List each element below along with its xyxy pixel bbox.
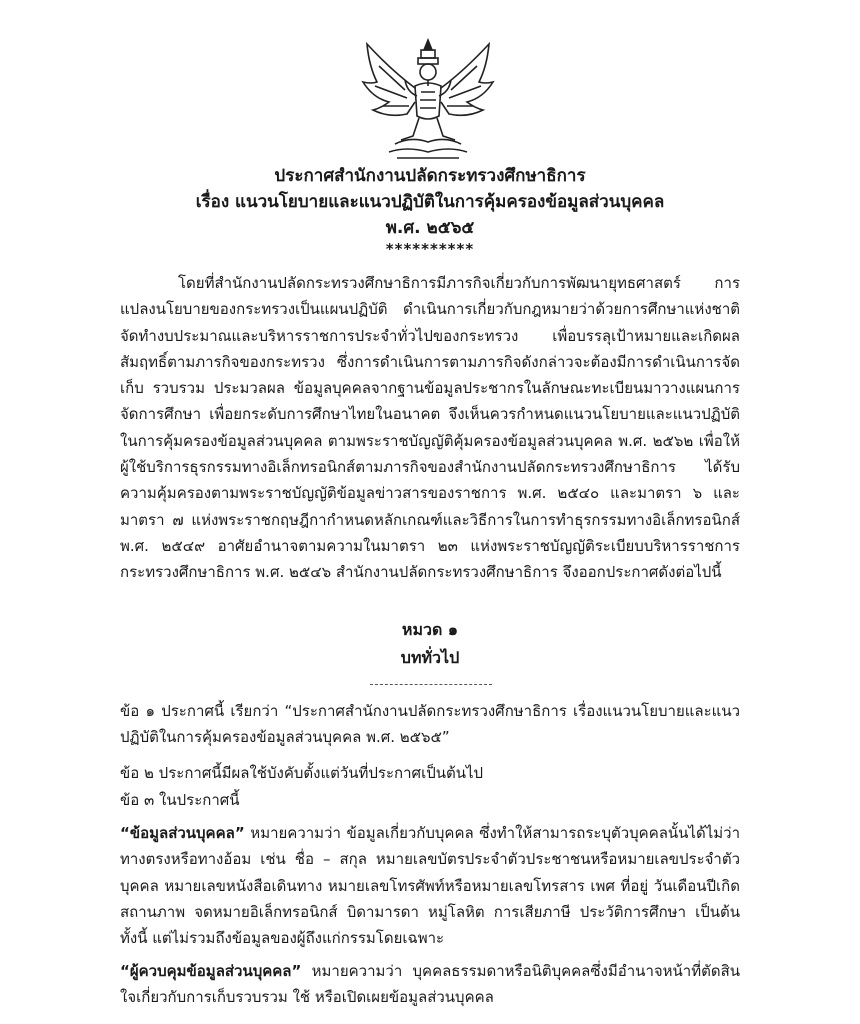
header-separator: ********** [385,240,475,258]
clause-1-text: ข้อ ๑ ประกาศนี้ เรียกว่า “ประกาศสำนักงานปลัดกระทรวงศึกษาธิการ เรื่องแนวนโยบายและแนวปฏิบัติในการคุ้มครองข้อมูลส่วนบุคคล พ.ศ. ๒๕๖๕” [120,702,740,747]
chapter-title: บททั่วไป [400,648,460,667]
definition-personal-data-text: หมายความว่า ข้อมูลเกี่ยวกับบุคคล ซึ่งทำให้สามารถระบุตัวบุคคลนั้นได้ไม่ว่าทางตรงหรือทางอ้อม เช่น ชื่อ – สกุล หมายเลขบัตรประจำตัวประชาชนหรือหมายเลขประจำตัวบุคคล หมายเลขหนังสือเดินทาง หมายเลขโทรศัพท์หรือหมายเลขโทรสาร เพศ ที่อยู่ วันเดือนปีเกิด สถานภาพ จดหมายอิเล็กทรอนิกส์ บิดามารดา หมู่โลหิต การเสียภาษี ประวัติการศึกษา เป็นต้น ทั้งนี้ แต่ไม่รวมถึงข้อมูลของผู้ถึงแก่กรรมโดยเฉพาะ [120,824,740,948]
clause-2 [120,760,740,786]
definition-personal-data [120,820,740,951]
announcement-year: พ.ศ. ๒๕๖๕ [385,218,475,238]
definition-data-controller-term: “ผู้ควบคุมข้อมูลส่วนบุคคล” [120,962,302,980]
preamble-text: โดยที่สำนักงานปลัดกระทรวงศึกษาธิการมีภารกิจเกี่ยวกับการพัฒนายุทธศาสตร์ การแปลงนโยบายของกระทรวงเป็นแผนปฏิบัติ ดำเนินการเกี่ยวกับกฎหมายว่าด้วยการศึกษาแห่งชาติ จัดทำงบประมาณและบริหารราชการประจำทั่วไปของกระทรวง เพื่อบรรลุเป้าหมายและเกิดผลสัมฤทธิ์ตามภารกิจของกระทรวง ซึ่งการดำเนินการตามภารกิจดังกล่าวจะต้องมีการดำเนินการจัดเก็บ รวบรวม ประมวลผล ข้อมูลบุคคลจากฐานข้อมูลประชากรในลักษณะทะเบียนมาวางแผนการจัดการศึกษา เพื่อยกระดับการศึกษาไทยในอนาคต จึงเห็นควรกำหนดแนวนโยบายและแนวปฏิบัติในการคุ้มครองข้อมูลส่วนบุคคล ตามพระราชบัญญัติคุ้มครองข้อมูลส่วนบุคคล พ.ศ. ๒๕๖๒ เพื่อให้ผู้ใช้บริการธุรกรรมทางอิเล็กทรอนิกส์ตามภารกิจของสำนักงานปลัดกระทรวงศึกษาธิการ ได้รับความคุ้มครองตามพระราชบัญญัติข้อมูลข่าวสารของราชการ พ.ศ. ๒๕๔๐ และมาตรา ๖ และมาตรา ๗ แห่งพระราชกฤษฎีกากำหนดหลักเกณฑ์และวิธีการในการทำธุรกรรมทางอิเล็กทรอนิกส์ พ.ศ. ๒๕๔๙ อาศัยอำนาจตามความในมาตรา ๒๓ แห่งพระราชบัญญัติระเบียบบริหารราชการกระทรวงศึกษาธิการ พ.ศ. ๒๕๔๖ สำนักงานปลัดกระทรวงศึกษาธิการ จึงออกประกาศดังต่อไปนี้ [120,274,740,582]
definition-data-controller-text: หมายความว่า บุคคลธรรมดาหรือนิติบุคคลซึ่งมีอำนาจหน้าที่ตัดสินใจเกี่ยวกับการเก็บรวบรวม ใช้ หรือเปิดเผยข้อมูลส่วนบุคคล [120,962,740,1007]
garuda-emblem-icon [355,36,501,160]
definition-data-controller [120,958,740,1011]
chapter-number: หมวด ๑ [401,620,459,639]
announcement-subject: เรื่อง แนวนโยบายและแนวปฏิบัติในการคุ้มครองข้อมูลส่วนบุคคล [195,192,665,212]
announcement-title: ประกาศสำนักงานปลัดกระทรวงศึกษาธิการ [274,166,586,186]
clause-3-text: ข้อ ๓ ในประกาศนี้ [120,791,240,809]
clause-2-text: ข้อ ๒ ประกาศนี้มีผลใช้บังคับตั้งแต่วันที่ประกาศเป็นต้นไป [120,764,484,782]
clause-1 [120,698,740,751]
chapter-divider [370,684,492,685]
definition-personal-data-term: “ข้อมูลส่วนบุคคล” [120,824,245,842]
clause-3 [120,787,740,813]
preamble-paragraph [120,270,740,586]
